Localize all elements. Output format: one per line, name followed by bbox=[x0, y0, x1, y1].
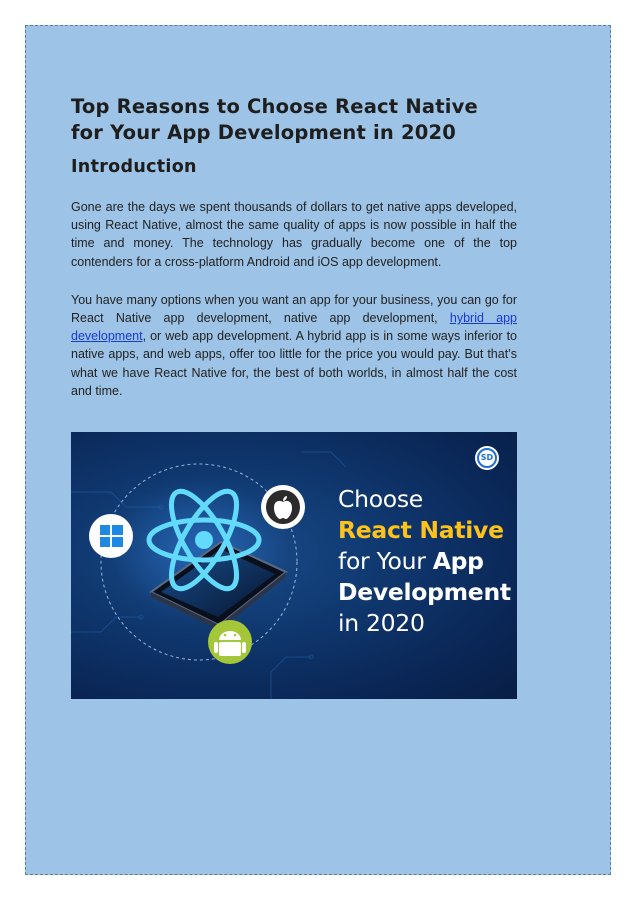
hybrid-app-development-link[interactable]: hybrid app development bbox=[71, 311, 518, 344]
android-icon bbox=[208, 620, 252, 664]
page-title: Top Reasons to Choose React Native for Your App Development in 2020 bbox=[71, 95, 478, 144]
options-paragraph bbox=[71, 291, 517, 400]
banner-line-3-app: App bbox=[432, 547, 484, 575]
banner-line-4: Development bbox=[338, 578, 511, 606]
options-text-end: , or web app development. A hybrid app is in some ways inferior to native apps, and web apps, offer too little for the price you would pay. But that’s what we have React Native for, the best of both worlds, in almost half the cost and time. bbox=[71, 329, 517, 398]
options-text-start: You have many options when you want an app for your business, you can go for React Native app development, native app development, bbox=[71, 292, 517, 326]
react-native-banner bbox=[71, 432, 517, 699]
intro-paragraph: Gone are the days we spent thousands of dollars to get native apps developed, using React Native, almost the same quality of apps is now possible in half the time and money. The technology has gradually become one of the top contenders for a cross-platform Android and iOS app development. bbox=[71, 200, 517, 269]
banner-line-3 bbox=[338, 546, 511, 577]
banner-line-2: React Native bbox=[338, 516, 504, 544]
banner-line-5: in 2020 bbox=[338, 609, 425, 637]
windows-icon bbox=[89, 514, 133, 558]
banner-line-3-start: for Your bbox=[338, 547, 433, 575]
section-heading: Introduction bbox=[71, 157, 197, 177]
banner-line-1: Choose bbox=[338, 485, 423, 513]
logo-text: SD bbox=[480, 453, 494, 462]
apple-icon bbox=[261, 485, 305, 529]
banner-headline bbox=[338, 484, 511, 639]
document-content bbox=[71, 94, 517, 400]
